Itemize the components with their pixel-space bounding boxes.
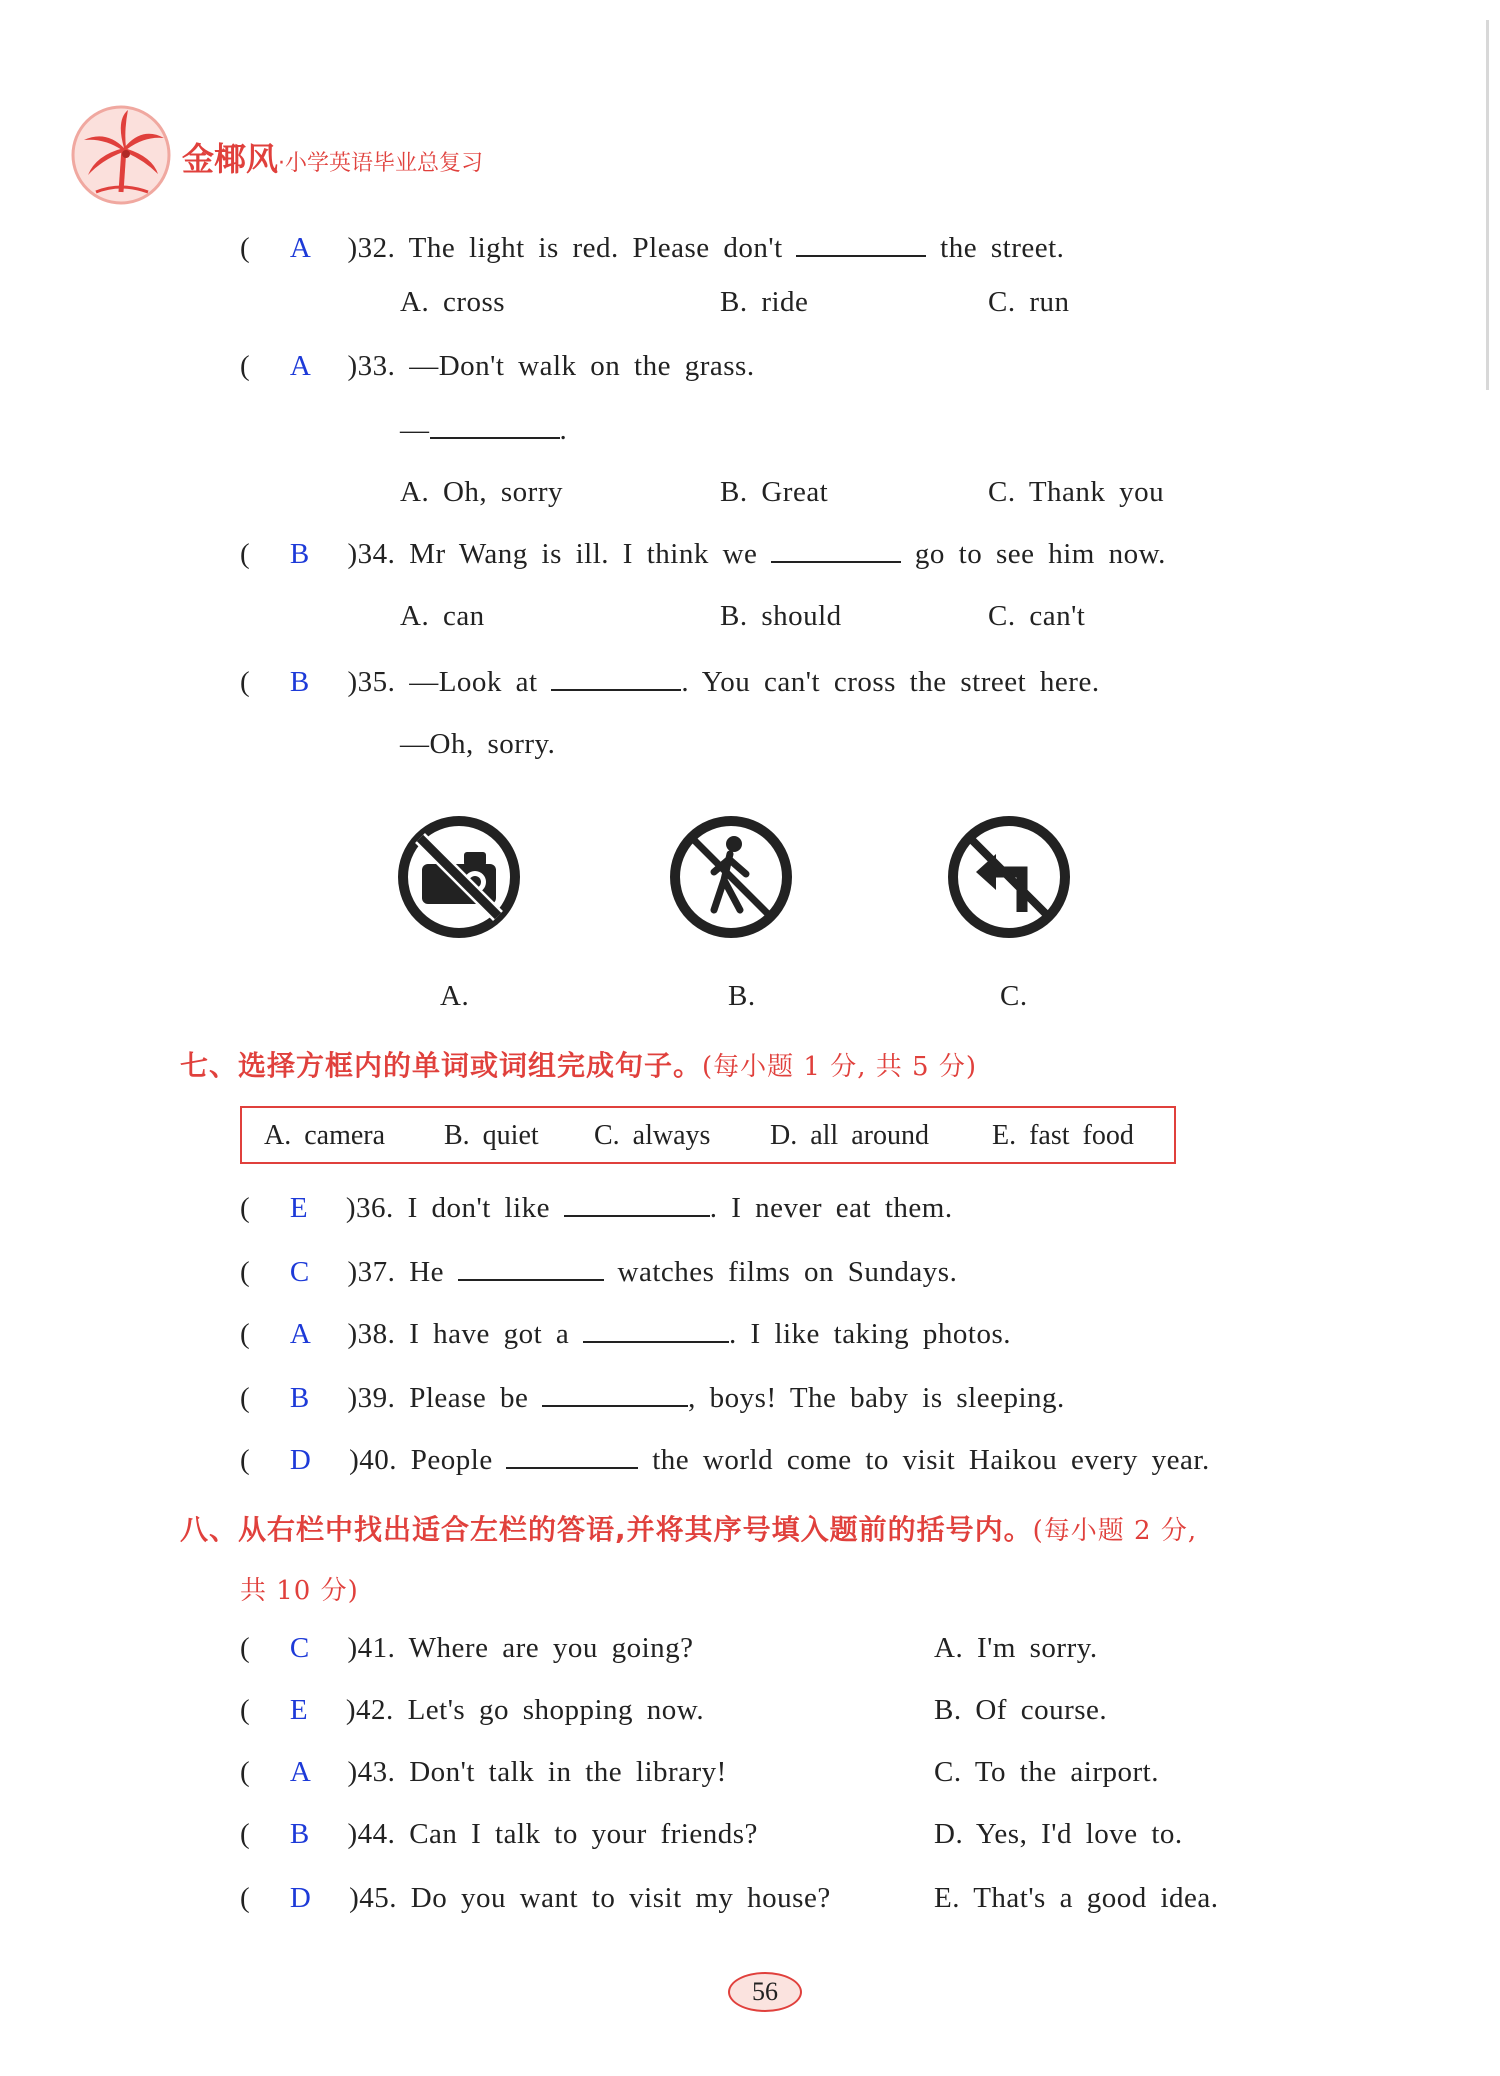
- word-option-b: B. quiet: [444, 1120, 539, 1151]
- paren-open: (: [240, 1382, 251, 1414]
- option-b: B. ride: [720, 286, 809, 318]
- question-38: [240, 1318, 1011, 1351]
- answer-blank: [551, 667, 681, 691]
- question-35: [240, 666, 1100, 699]
- question-37: [240, 1256, 957, 1289]
- question-number: )36.: [345, 1192, 394, 1224]
- question-text: the world come to visit Haikou every year.: [652, 1444, 1210, 1476]
- option-c: C. Thank you: [988, 476, 1165, 508]
- sign-label-c: C.: [1000, 980, 1028, 1012]
- answer-39: B: [289, 1382, 310, 1414]
- palm-logo-icon: [66, 100, 176, 210]
- matching-row: [240, 1818, 758, 1851]
- matching-row: [240, 1882, 831, 1915]
- question-33: [240, 350, 755, 383]
- question-number: )39.: [347, 1382, 396, 1414]
- section-7-heading: [180, 1044, 977, 1084]
- section-title: 八、从右栏中找出适合左栏的答语,并将其序号填入题前的括号内。: [180, 1513, 1033, 1546]
- answer-blank: [458, 1257, 604, 1281]
- question-text: Mr Wang is ill. I think we: [409, 538, 758, 570]
- section-score-note: (每小题 1 分, 共 5 分): [702, 1052, 977, 1082]
- option-a: A. cross: [400, 286, 506, 318]
- answer-41: C: [289, 1632, 310, 1664]
- match-option: D. Yes, I'd love to.: [934, 1818, 1183, 1850]
- sign-label-b: B.: [728, 980, 756, 1012]
- answer-blank: [583, 1319, 729, 1343]
- matching-row: [240, 1756, 727, 1789]
- paren-open: (: [240, 666, 251, 698]
- matching-row: [240, 1694, 704, 1727]
- option-b: B. should: [720, 600, 842, 632]
- page-number: 56: [728, 1972, 802, 2012]
- question-text: Don't talk in the library!: [409, 1756, 727, 1788]
- answer-40: D: [289, 1444, 312, 1476]
- option-a: A. Oh, sorry: [400, 476, 563, 508]
- paren-open: (: [240, 1192, 251, 1224]
- question-number: )34.: [347, 538, 396, 570]
- question-text: go to see him now.: [914, 538, 1166, 570]
- paren-open: (: [240, 1444, 251, 1476]
- word-option-d: D. all around: [770, 1120, 929, 1151]
- brand-subtitle: ·小学英语毕业总复习: [278, 151, 484, 176]
- answer-blank: [771, 539, 901, 563]
- answer-34: B: [289, 538, 310, 570]
- match-option: E. That's a good idea.: [934, 1882, 1219, 1914]
- section-title: 七、选择方框内的单词或词组完成句子。: [180, 1049, 703, 1082]
- dash: —: [400, 414, 430, 446]
- paren-open: (: [240, 1694, 251, 1726]
- paren-open: (: [240, 1632, 251, 1664]
- sign-label-a: A.: [440, 980, 470, 1012]
- question-number: )43.: [347, 1756, 396, 1788]
- question-40: [240, 1444, 1210, 1477]
- section-score-note: (每小题 2 分,: [1032, 1516, 1198, 1546]
- question-32: [240, 232, 1064, 265]
- section-score-note: 共 10 分): [240, 1576, 359, 1606]
- question-text: Please be: [409, 1382, 529, 1414]
- paren-open: (: [240, 1756, 251, 1788]
- paren-open: (: [240, 538, 251, 570]
- paren-open: (: [240, 1882, 251, 1914]
- paren-open: (: [240, 1256, 251, 1288]
- page-edge-shadow: [1486, 20, 1489, 390]
- answer-blank: [542, 1383, 688, 1407]
- answer-38: A: [289, 1318, 310, 1350]
- period: .: [559, 414, 568, 446]
- paren-open: (: [240, 232, 251, 264]
- question-number: )37.: [347, 1256, 396, 1288]
- match-option: C. To the airport.: [934, 1756, 1159, 1788]
- question-36: [240, 1192, 953, 1225]
- answer-blank: [430, 415, 560, 439]
- question-number: )32.: [347, 232, 396, 264]
- response-line: —Oh, sorry.: [400, 728, 556, 760]
- answer-45: D: [289, 1882, 312, 1914]
- question-number: )35.: [347, 666, 396, 698]
- answer-blank: [506, 1445, 638, 1469]
- question-number: )42.: [345, 1694, 394, 1726]
- question-text: The light is red. Please don't: [408, 232, 783, 264]
- response-line: [400, 414, 567, 447]
- answer-36: E: [289, 1192, 309, 1224]
- header-brand: [182, 134, 483, 180]
- answer-37: C: [289, 1256, 310, 1288]
- match-option: A. I'm sorry.: [934, 1632, 1098, 1664]
- answer-35: B: [289, 666, 310, 698]
- option-a: A. can: [400, 600, 485, 632]
- question-text: Can I talk to your friends?: [409, 1818, 758, 1850]
- question-number: )40.: [349, 1444, 398, 1476]
- question-text: I have got a: [409, 1318, 570, 1350]
- paren-open: (: [240, 350, 251, 382]
- question-text: the street.: [940, 232, 1065, 264]
- section-8-heading: [180, 1508, 1197, 1548]
- question-text: , boys! The baby is sleeping.: [688, 1382, 1065, 1414]
- question-text: . I like taking photos.: [729, 1318, 1012, 1350]
- question-34: [240, 538, 1166, 571]
- brand-name: 金椰风: [182, 140, 279, 178]
- question-text: Let's go shopping now.: [407, 1694, 705, 1726]
- answer-blank: [796, 233, 926, 257]
- answer-44: B: [289, 1818, 310, 1850]
- no-left-turn-sign-icon: [946, 814, 1072, 940]
- question-text: He: [409, 1256, 445, 1288]
- no-walking-sign-icon: [668, 814, 794, 940]
- question-text: . I never eat them.: [709, 1192, 953, 1224]
- match-option: B. Of course.: [934, 1694, 1108, 1726]
- no-camera-sign-icon: [396, 814, 522, 940]
- question-text: Do you want to visit my house?: [410, 1882, 831, 1914]
- question-number: )44.: [347, 1818, 396, 1850]
- answer-43: A: [289, 1756, 310, 1788]
- question-number: )41.: [347, 1632, 396, 1664]
- answer-blank: [564, 1193, 710, 1217]
- paren-open: (: [240, 1318, 251, 1350]
- question-39: [240, 1382, 1065, 1415]
- word-option-e: E. fast food: [992, 1120, 1134, 1151]
- answer-32: A: [289, 232, 310, 264]
- paren-open: (: [240, 1818, 251, 1850]
- question-number: )33.: [347, 350, 396, 382]
- section-8-heading-cont: [240, 1570, 359, 1607]
- question-text: —Look at: [409, 666, 538, 698]
- question-number: )45.: [349, 1882, 398, 1914]
- word-option-a: A. camera: [264, 1120, 386, 1151]
- question-text: watches films on Sundays.: [617, 1256, 958, 1288]
- question-number: )38.: [347, 1318, 396, 1350]
- question-text: . You can't cross the street here.: [681, 666, 1100, 698]
- question-text: I don't like: [407, 1192, 550, 1224]
- option-b: B. Great: [720, 476, 829, 508]
- question-text: People: [410, 1444, 493, 1476]
- word-option-c: C. always: [594, 1120, 711, 1151]
- question-text: —Don't walk on the grass.: [409, 350, 755, 382]
- option-c: C. can't: [988, 600, 1086, 632]
- question-text: Where are you going?: [408, 1632, 694, 1664]
- answer-33: A: [289, 350, 310, 382]
- matching-row: [240, 1632, 694, 1665]
- option-c: C. run: [988, 286, 1070, 318]
- answer-42: E: [289, 1694, 309, 1726]
- word-bank-box: [240, 1106, 1176, 1164]
